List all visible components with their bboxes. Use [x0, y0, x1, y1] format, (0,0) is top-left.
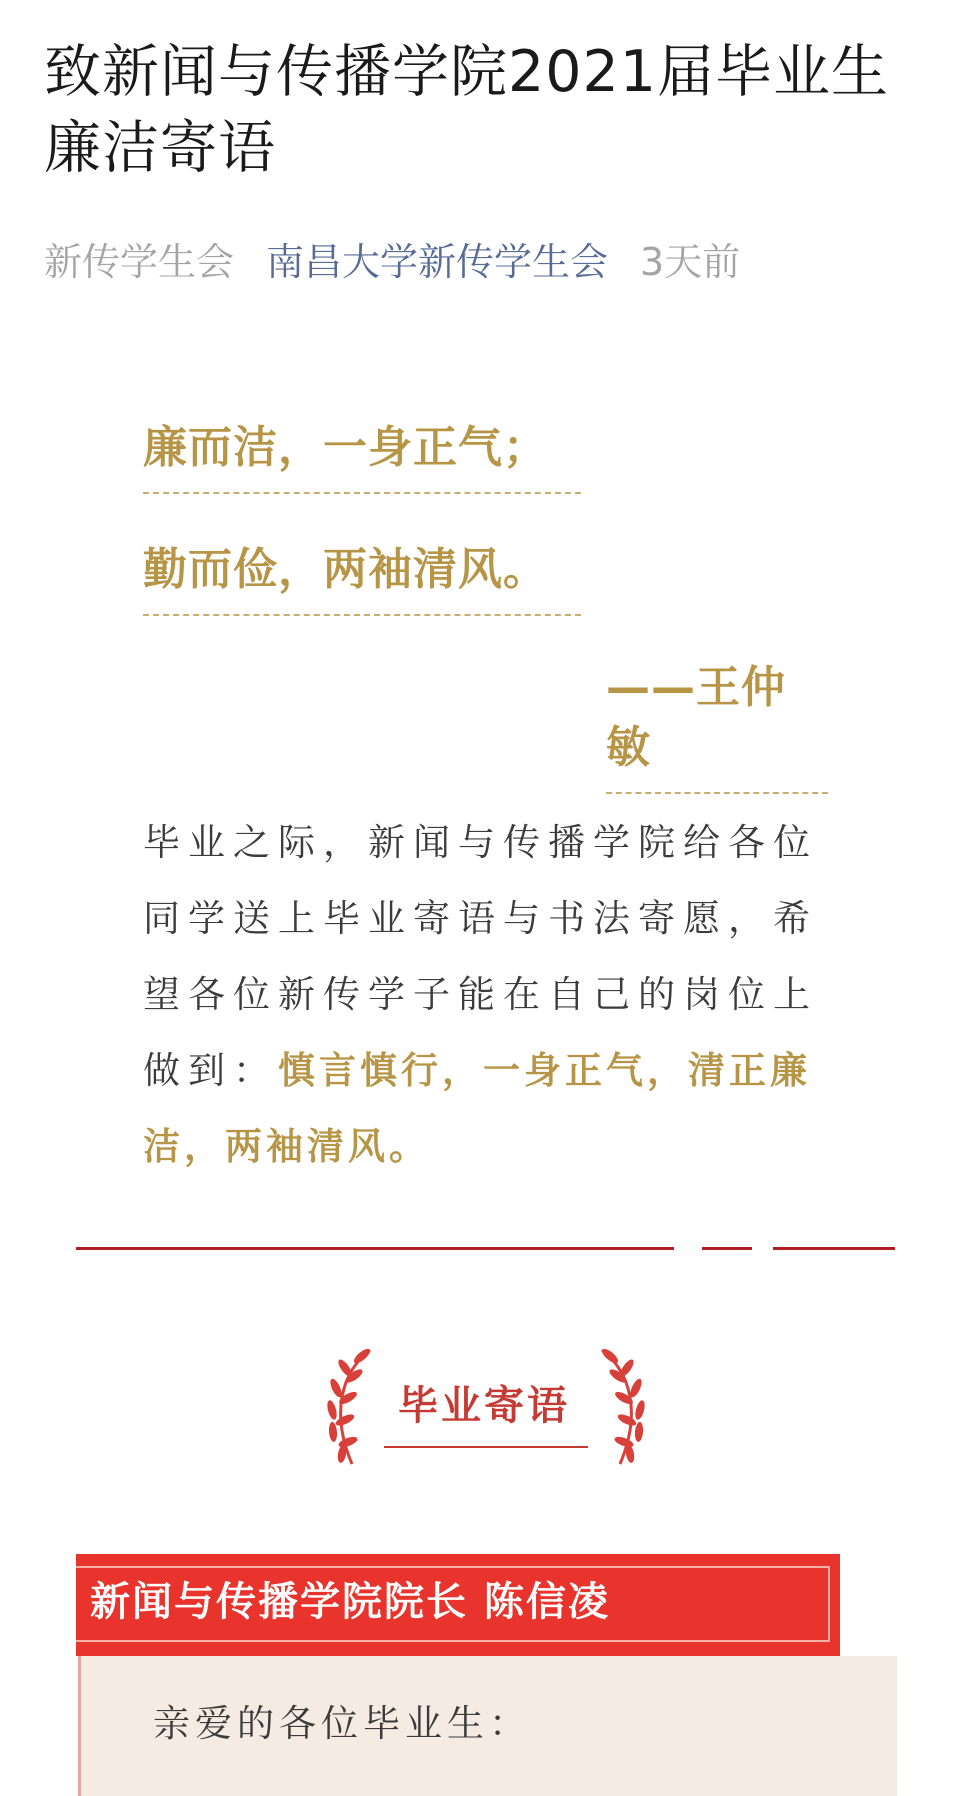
divider-rule-long	[76, 1247, 674, 1250]
article-meta	[44, 232, 740, 292]
letter-salutation: 亲爱的各位毕业生：	[153, 1702, 531, 1745]
intro-text: 毕业之际，新闻与传播学院给各位同学送上毕业寄语与书法寄愿，希望各位新传学子能在自己的岗位上做到：	[143, 821, 818, 1092]
quote-attribution: ——王仲敏	[606, 658, 828, 794]
section-heading: 毕业寄语	[398, 1383, 570, 1429]
intro-paragraph	[143, 805, 831, 1185]
section-heading-underline	[384, 1446, 588, 1448]
laurel-right-icon	[590, 1342, 660, 1472]
intro-highlight: 慎言慎行，一身正气，清正廉洁，两袖清风。	[143, 1049, 811, 1168]
laurel-left-icon	[312, 1342, 382, 1472]
speaker-banner	[76, 1554, 840, 1656]
account-name: 新传学生会	[44, 240, 235, 284]
divider-rule-medium	[773, 1247, 895, 1250]
article-title: 致新闻与传播学院2021届毕业生廉洁寄语	[44, 39, 890, 181]
letter-box	[78, 1656, 897, 1796]
author-link[interactable]: 南昌大学新传学生会	[266, 240, 609, 284]
speaker-label: 新闻与传播学院院长 陈信凌	[90, 1579, 610, 1625]
divider-rule-short	[702, 1247, 752, 1250]
quote-line-2: 勤而俭，两袖清风。	[143, 540, 581, 616]
quote-line-1: 廉而洁，一身正气；	[143, 418, 581, 494]
publish-time: 3天前	[640, 240, 741, 284]
